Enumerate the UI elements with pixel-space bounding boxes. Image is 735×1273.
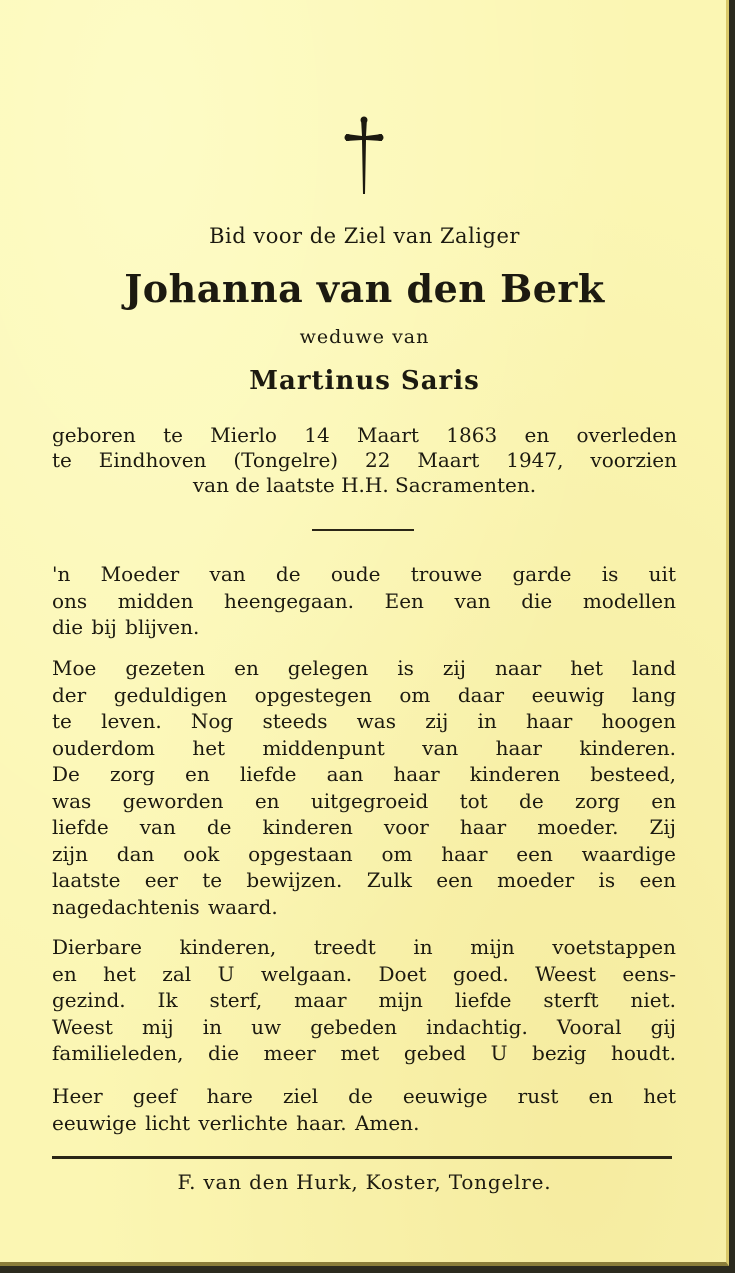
- paragraph-life: [52, 655, 676, 920]
- husband-name: Martinus Saris: [249, 366, 480, 396]
- divider: [312, 529, 414, 531]
- widow-of-label: weduwe van: [299, 326, 430, 348]
- footer-divider: [52, 1156, 672, 1159]
- paragraph-mother: [52, 561, 676, 641]
- text-line: te leven. Nog steeds was zij in haar hoogen: [52, 709, 676, 733]
- text-line: Heer geef hare ziel de eeuwige rust en het: [52, 1084, 676, 1108]
- text-line: ouderdom het middenpunt van haar kinderen.: [52, 735, 676, 760]
- text-line: en het zal U welgaan. Doet goed. Weest eens-: [52, 961, 676, 986]
- text-line: was geworden en uitgegroeid tot de zorg en: [52, 788, 676, 813]
- paragraph-prayer: [52, 1083, 676, 1136]
- birth-death-line: geboren te Mierlo 14 Maart 1863 en overleden: [52, 423, 677, 447]
- text-line: nagedachtenis waard.: [52, 894, 278, 919]
- printer-credit: F. van den Hurk, Koster, Tongelre.: [177, 1170, 552, 1194]
- text-line: gezind. Ik sterf, maar mijn liefde sterft niet.: [52, 988, 676, 1012]
- text-line: eeuwige licht verlichte haar. Amen.: [52, 1110, 420, 1135]
- text-line: familieleden, die meer met gebed U bezig houdt.: [52, 1041, 676, 1065]
- text-line: der geduldigen opgestegen om daar eeuwig lang: [52, 682, 676, 707]
- text-line: die bij blijven.: [52, 615, 200, 639]
- text-line: zijn dan ook opgestaan om haar een waardige: [52, 841, 676, 866]
- text-line: 'n Moeder van de oude trouwe garde is uit: [52, 562, 676, 586]
- deceased-name: Johanna van den Berk: [124, 266, 605, 311]
- prayer-heading: Bid voor de Ziel van Zaliger: [209, 224, 520, 248]
- birth-death-line: te Eindhoven (Tongelre) 22 Maart 1947, voorzien: [52, 448, 677, 472]
- text-line: liefde van de kinderen voor haar moeder. Zij: [52, 815, 676, 839]
- text-line: Dierbare kinderen, treedt in mijn voetstappen: [52, 935, 676, 959]
- paragraph-farewell: [52, 934, 676, 1067]
- cross-icon: [342, 116, 386, 196]
- text-line: Moe gezeten en gelegen is zij naar het land: [52, 656, 676, 680]
- text-line: ons midden heengegaan. Een van die modellen: [52, 588, 676, 613]
- birth-death-line: van de laatste H.H. Sacramenten.: [192, 473, 537, 497]
- text-line: De zorg en liefde aan haar kinderen besteed,: [52, 762, 676, 786]
- text-line: Weest mij in uw gebeden indachtig. Vooral gij: [52, 1014, 676, 1039]
- text-line: laatste eer te bewijzen. Zulk een moeder is een: [52, 868, 676, 892]
- birth-death-details: [52, 423, 677, 498]
